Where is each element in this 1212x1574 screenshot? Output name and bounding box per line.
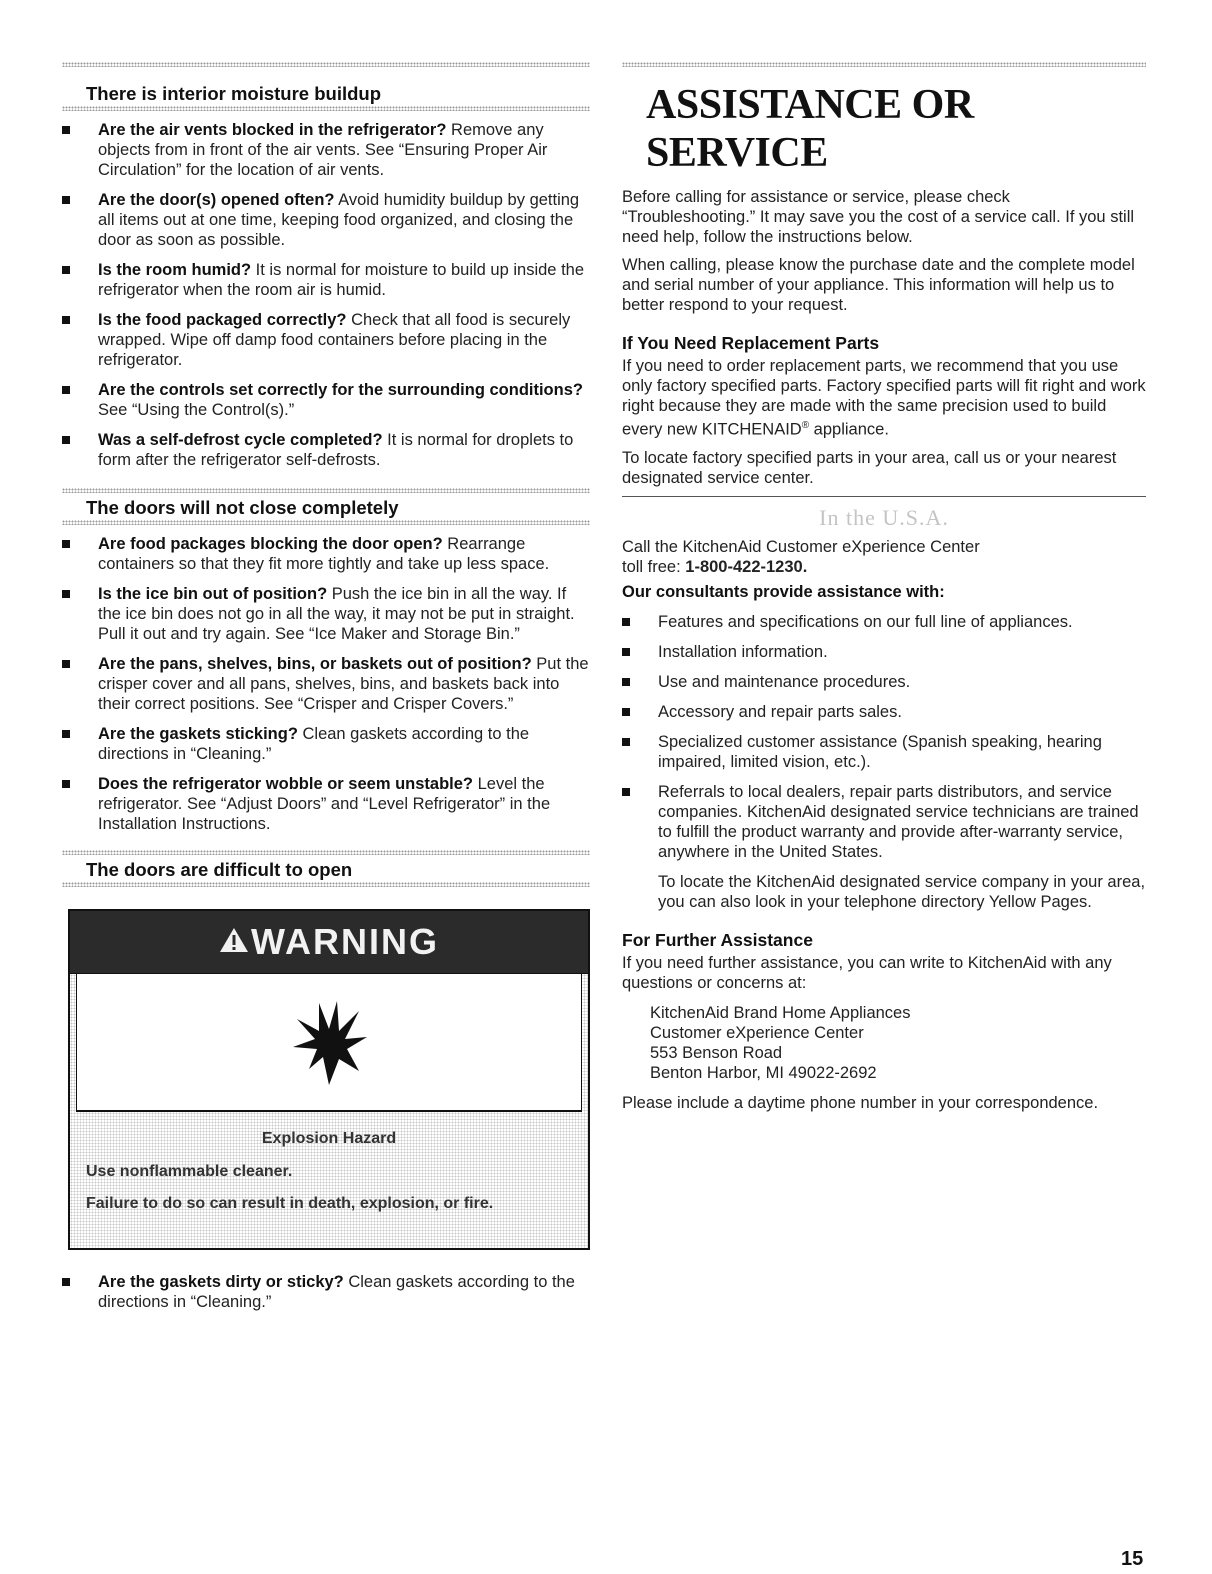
heading-underline [62, 882, 590, 887]
list-item: Are food packages blocking the door open? Rearrange containers so that they fit more tightly and take up less space. [62, 534, 590, 574]
list-item: Installation information. [622, 642, 1146, 662]
list-item: Are the gaskets dirty or sticky? Clean gaskets according to the directions in “Cleaning.” [62, 1272, 590, 1312]
doors-close-list [62, 534, 590, 834]
list-item: Is the food packaged correctly? Check that all food is securely wrapped. Wipe off damp food containers before placing in the refrigerator. [62, 310, 590, 370]
section-heading-doors-open: The doors are difficult to open [86, 859, 353, 880]
heading-underline [62, 520, 590, 525]
list-item: Is the ice bin out of position? Push the ice bin in all the way. If the ice bin does not go in all the way, it may not be put in straight. Pull it out and try again. See “Ice Maker and Storage Bin.” [62, 584, 590, 644]
warning-line-2: Failure to do so can result in death, explosion, or fire. [86, 1195, 494, 1212]
left-column [62, 62, 590, 1322]
list-item: Are the air vents blocked in the refrigerator? Remove any objects from in front of the air vents. See “Ensuring Proper Air Circulation” for the location of air vents. [62, 120, 590, 180]
list-item: Are the door(s) opened often? Avoid humidity buildup by getting all items out at one time, keeping food organized, and closing the door as soon as possible. [62, 190, 590, 250]
list-item: Are the gaskets sticking? Clean gaskets according to the directions in “Cleaning.” [62, 724, 590, 764]
heading-underline [62, 106, 590, 111]
further-assistance-paragraph: If you need further assistance, you can write to KitchenAid with any questions or concerns at: [622, 953, 1112, 992]
section-heading-doors-close: The doors will not close completely [86, 497, 399, 518]
phone-number: 1-800-422-1230. [685, 557, 808, 576]
locate-parts-paragraph: To locate factory specified parts in your area, call us or your nearest designated service center. [622, 448, 1117, 487]
consultants-list [622, 612, 1146, 862]
list-item: Specialized customer assistance (Spanish speaking, hearing impaired, limited vision, etc.). [622, 732, 1146, 772]
closing-paragraph: Please include a daytime phone number in your correspondence. [622, 1093, 1099, 1112]
warning-title-bar [70, 911, 588, 974]
usa-heading: In the U.S.A. [819, 504, 949, 530]
usa-divider [622, 496, 1146, 497]
list-item: Is the room humid? It is normal for moisture to build up inside the refrigerator when the room air is humid. [62, 260, 590, 300]
locate-service-note: To locate the KitchenAid designated service company in your area, you can also look in your telephone directory Yellow Pages. [658, 872, 1146, 911]
mailing-address [650, 1003, 1146, 1083]
list-item: Was a self-defrost cycle completed? It is normal for droplets to form after the refrigerator self-defrosts. [62, 430, 590, 470]
list-item: Use and maintenance procedures. [622, 672, 1146, 692]
moisture-list [62, 120, 590, 470]
list-item: Are the controls set correctly for the surrounding conditions? See “Using the Control(s).” [62, 380, 590, 420]
address-line: Customer eXperience Center [650, 1023, 864, 1042]
warning-hazard: Explosion Hazard [261, 1130, 397, 1147]
page-title: ASSISTANCE OR SERVICE [646, 82, 974, 176]
warning-line-1: Use nonflammable cleaner. [86, 1163, 293, 1180]
warning-body [70, 1112, 588, 1248]
page-number: 15 [1121, 1548, 1144, 1570]
address-line: KitchenAid Brand Home Appliances [650, 1003, 911, 1022]
warning-box [68, 909, 590, 1250]
further-assistance-heading: For Further Assistance [622, 929, 813, 950]
doors-open-list [62, 1272, 590, 1312]
list-item: Are the pans, shelves, bins, or baskets out of position? Put the crisper cover and all pans, shelves, bins, and baskets back into their correct positions. See “Crisper and Crisper Covers.” [62, 654, 590, 714]
section-divider [622, 62, 1146, 67]
list-item: Referrals to local dealers, repair parts distributors, and service companies. KitchenAid designated service technicians are trained to fulfill the product warranty and provide after-warranty service, anywhere in the United States. [622, 782, 1146, 862]
section-heading-moisture: There is interior moisture buildup [86, 83, 382, 104]
list-item: Accessory and repair parts sales. [622, 702, 1146, 722]
intro-paragraph-2: When calling, please know the purchase date and the complete model and serial number of your appliance. This information will help us to better respond to your request. [622, 256, 1135, 314]
replacement-parts-paragraph: If you need to order replacement parts, we recommend that you use only factory specified parts. Factory specified parts will fit right and work right because they are made with the same precision used to build every new KITCHENAID® appliance. [622, 357, 1146, 439]
replacement-parts-heading: If You Need Replacement Parts [622, 333, 880, 353]
list-item: Does the refrigerator wobble or seem unstable? Level the refrigerator. See “Adjust Doors” and “Level Refrigerator” in the Installation Instructions. [62, 774, 590, 834]
list-item: Features and specifications on our full line of appliances. [622, 612, 1146, 632]
warning-triangle-icon [219, 921, 249, 963]
consultants-heading: Our consultants provide assistance with: [622, 582, 945, 601]
address-line: Benton Harbor, MI 49022-2692 [650, 1063, 877, 1082]
explosion-icon [76, 974, 582, 1112]
call-paragraph: Call the KitchenAid Customer eXperience Center toll free: 1-800-422-1230. [622, 537, 980, 576]
warning-title-text: WARNING [251, 921, 439, 962]
right-column [622, 62, 1146, 1121]
address-line: 553 Benson Road [650, 1043, 783, 1062]
intro-paragraph-1: Before calling for assistance or service, please check “Troubleshooting.” It may save you the cost of a service call. If you still need help, follow the instructions below. [622, 188, 1135, 246]
